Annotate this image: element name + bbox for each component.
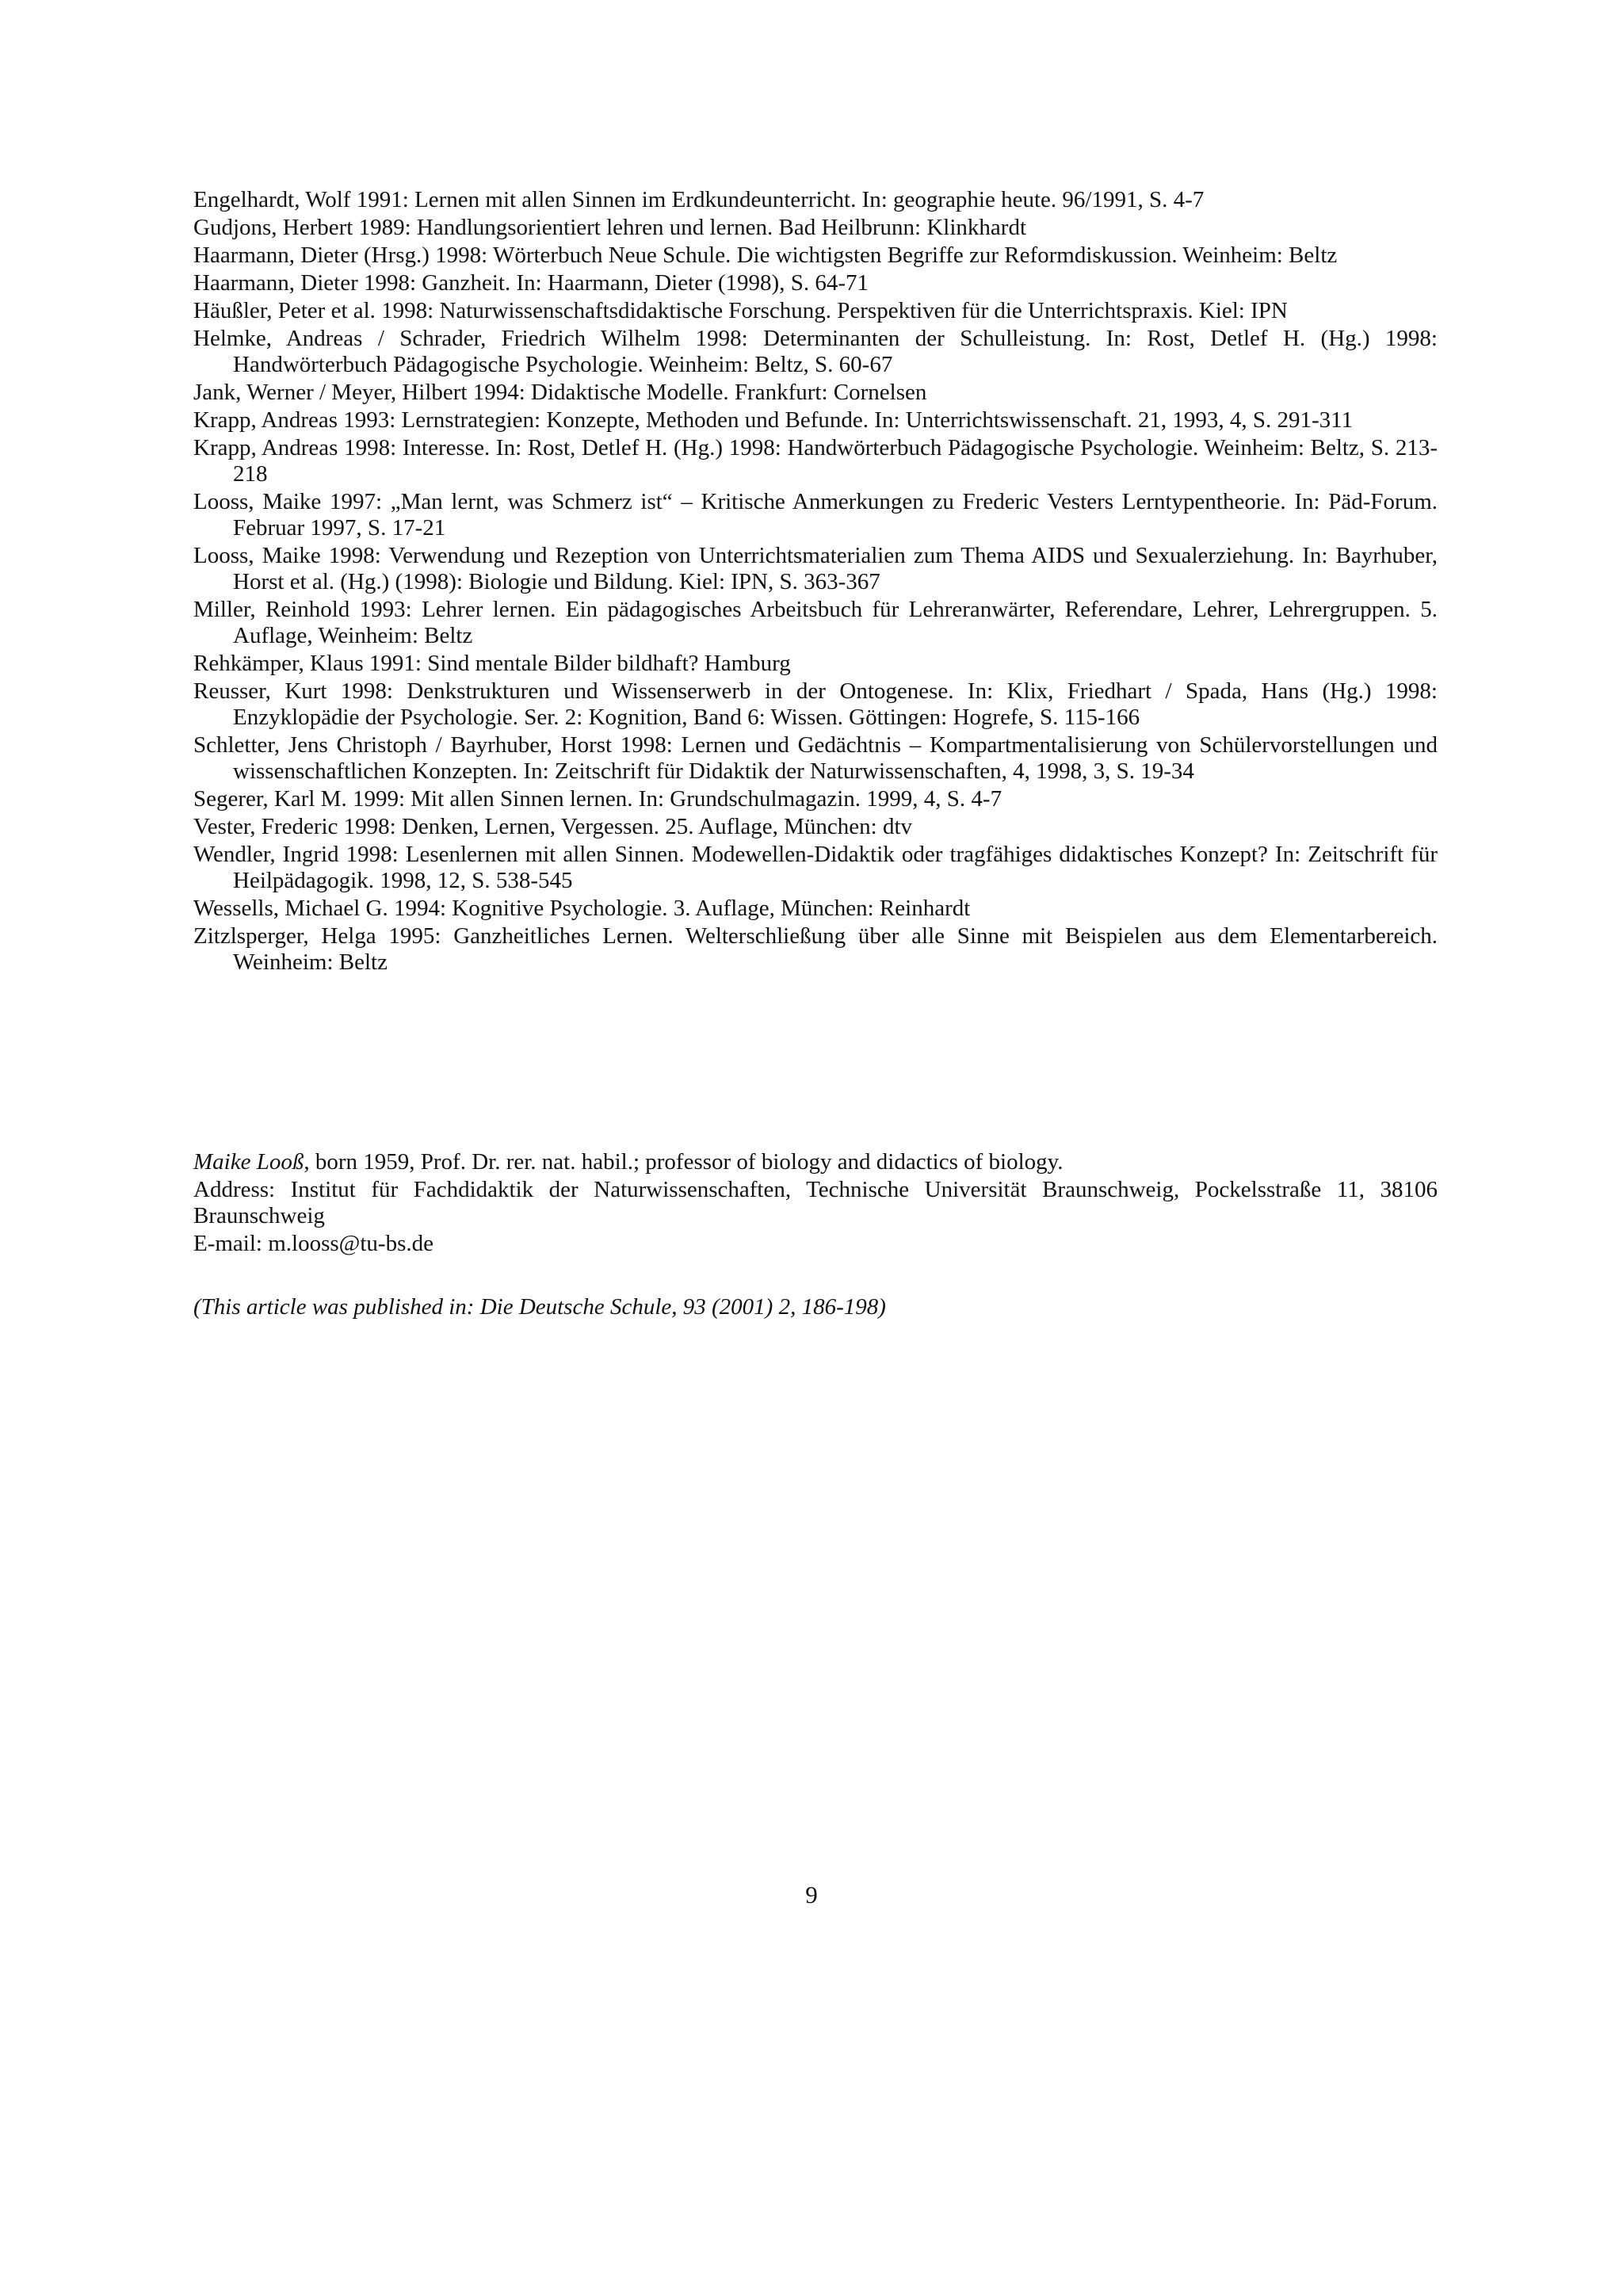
publication-note: (This article was published in: Die Deutsche Schule, 93 (2001) 2, 186-198) [193, 1294, 886, 1320]
reference-entry: Jank, Werner / Meyer, Hilbert 1994: Didaktische Modelle. Frankfurt: Cornelsen [193, 380, 927, 405]
author-bio [193, 1149, 1438, 1259]
author-address: Address: Institut für Fachdidaktik der Naturwissenschaften, Technische Universität Braunschweig, Pockelsstraße 11, 38106 Braunschweig [193, 1177, 1438, 1228]
reference-entry: Looss, Maike 1998: Verwendung und Rezeption von Unterrichtsmaterialien zum Thema AIDS und Sexualerziehung. In: Bayrhuber, Horst et al. (Hg.) (1998): Biologie und Bildung. Kiel: IPN, S. 363-367 [193, 543, 1438, 594]
reference-entry: Krapp, Andreas 1998: Interesse. In: Rost, Detlef H. (Hg.) 1998: Handwörterbuch Pädagogische Psychologie. Weinheim: Beltz, S. 213-218 [193, 435, 1438, 487]
reference-entry: Haarmann, Dieter 1998: Ganzheit. In: Haarmann, Dieter (1998), S. 64-71 [193, 270, 869, 296]
author-name: Maike Looß [193, 1149, 304, 1175]
reference-entry: Rehkämper, Klaus 1991: Sind mentale Bilder bildhaft? Hamburg [193, 651, 791, 676]
reference-entry: Vester, Frederic 1998: Denken, Lernen, Vergessen. 25. Auflage, München: dtv [193, 814, 913, 839]
reference-entry: Segerer, Karl M. 1999: Mit allen Sinnen lernen. In: Grundschulmagazin. 1999, 4, S. 4-7 [193, 786, 1002, 812]
reference-entry: Gudjons, Herbert 1989: Handlungsorientiert lehren und lernen. Bad Heilbrunn: Klinkhardt [193, 215, 1027, 240]
author-email: E-mail: m.looss@tu-bs.de [193, 1231, 433, 1256]
reference-entry: Schletter, Jens Christoph / Bayrhuber, Horst 1998: Lernen und Gedächtnis – Kompartmentalisierung von Schülervorstellungen und wissenschaftlichen Konzepten. In: Zeitschrift für Didaktik der Naturwissenschaften, 4, 1998, 3, S. 19-34 [193, 732, 1438, 784]
author-description [193, 1149, 1438, 1175]
reference-entry: Engelhardt, Wolf 1991: Lernen mit allen Sinnen im Erdkundeunterricht. In: geographie heute. 96/1991, S. 4-7 [193, 187, 1205, 212]
reference-entry: Zitzlsperger, Helga 1995: Ganzheitliches Lernen. Welterschließung über alle Sinne mit Beispielen aus dem Elementarbereich. Weinheim: Beltz [193, 923, 1438, 975]
reference-entry: Helmke, Andreas / Schrader, Friedrich Wilhelm 1998: Determinanten der Schulleistung. In: Rost, Detlef H. (Hg.) 1998: Handwörterbuch Pädagogische Psychologie. Weinheim: Beltz, S. 60-67 [193, 326, 1438, 377]
reference-entry: Looss, Maike 1997: „Man lernt, was Schmerz ist“ – Kritische Anmerkungen zu Frederic Vesters Lerntypentheorie. In: Päd-Forum. Februar 1997, S. 17-21 [193, 489, 1438, 541]
reference-entry: Häußler, Peter et al. 1998: Naturwissenschaftsdidaktische Forschung. Perspektiven für die Unterrichtspraxis. Kiel: IPN [193, 298, 1288, 323]
reference-entry: Miller, Reinhold 1993: Lehrer lernen. Ein pädagogisches Arbeitsbuch für Lehreranwärter, Referendare, Lehrer, Lehrergruppen. 5. Auflage, Weinheim: Beltz [193, 597, 1438, 648]
reference-list [193, 187, 1438, 977]
page-number: 9 [805, 1881, 818, 1908]
author-details: , born 1959, Prof. Dr. rer. nat. habil.; professor of biology and didactics of biology. [304, 1149, 1064, 1175]
reference-entry: Krapp, Andreas 1993: Lernstrategien: Konzepte, Methoden und Befunde. In: Unterrichtswissenschaft. 21, 1993, 4, S. 291-311 [193, 407, 1354, 433]
reference-entry: Haarmann, Dieter (Hrsg.) 1998: Wörterbuch Neue Schule. Die wichtigsten Begriffe zur Reformdiskussion. Weinheim: Beltz [193, 243, 1338, 268]
reference-entry: Wendler, Ingrid 1998: Lesenlernen mit allen Sinnen. Modewellen-Didaktik oder tragfähiges didaktisches Konzept? In: Zeitschrift für Heilpädagogik. 1998, 12, S. 538-545 [193, 842, 1438, 893]
reference-entry: Reusser, Kurt 1998: Denkstrukturen und Wissenserwerb in der Ontogenese. In: Klix, Friedhart / Spada, Hans (Hg.) 1998: Enzyklopädie der Psychologie. Ser. 2: Kognition, Band 6: Wissen. Göttingen: Hogrefe, S. 115-166 [193, 678, 1438, 730]
reference-entry: Wessells, Michael G. 1994: Kognitive Psychologie. 3. Auflage, München: Reinhardt [193, 896, 971, 921]
